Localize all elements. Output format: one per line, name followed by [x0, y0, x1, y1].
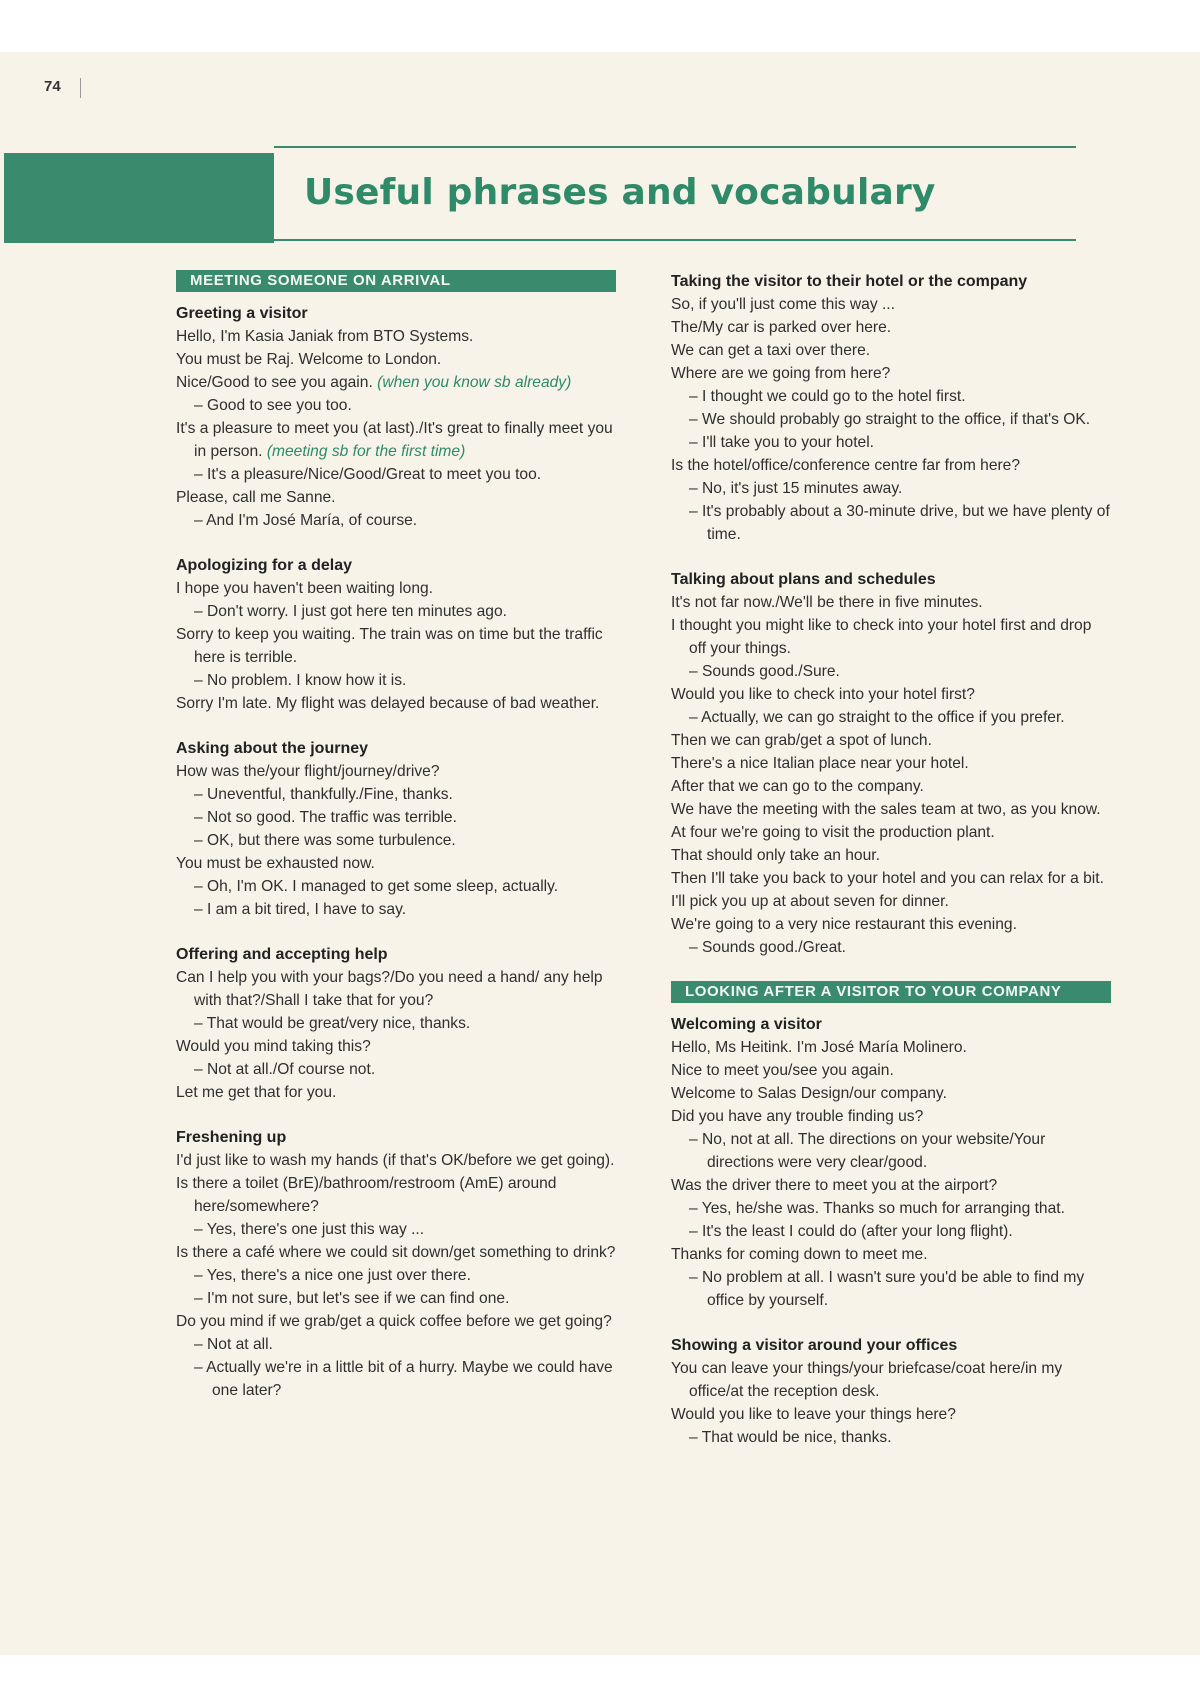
- phrase-text: Hello, Ms Heitink. I'm José María Molinero.: [671, 1039, 967, 1056]
- reply-line: [176, 509, 616, 532]
- phrase-line: [176, 852, 616, 875]
- phrase-line: [671, 867, 1111, 890]
- phrase-text: – Yes, there's a nice one just over there.: [194, 1267, 471, 1284]
- phrase-line: [176, 760, 616, 783]
- left-sections: [176, 302, 616, 1402]
- phrase-text: – Yes, he/she was. Thanks so much for arranging that.: [689, 1200, 1065, 1217]
- phrase-text: – No, not at all. The directions on your website/Your directions were very clear/good.: [689, 1131, 1046, 1171]
- reply-line: [671, 1220, 1111, 1243]
- phrase-text: How was the/your flight/journey/drive?: [176, 763, 440, 780]
- reply-line: [671, 1266, 1111, 1312]
- usage-note: (when you know sb already): [377, 374, 572, 391]
- phrase-text: Then I'll take you back to your hotel and you can relax for a bit.: [671, 870, 1104, 887]
- section-title: Apologizing for a delay: [176, 557, 353, 574]
- phrase-text: I hope you haven't been waiting long.: [176, 580, 433, 597]
- phrase-section: [671, 568, 1111, 959]
- reply-line: [671, 936, 1111, 959]
- phrase-text: – Uneventful, thankfully./Fine, thanks.: [194, 786, 453, 803]
- phrase-text: Is there a café where we could sit down/get something to drink?: [176, 1244, 616, 1261]
- phrase-text: I'd just like to wash my hands (if that's OK/before we get going).: [176, 1152, 615, 1169]
- phrase-text: I'll pick you up at about seven for dinner.: [671, 893, 949, 910]
- phrase-line: [671, 821, 1111, 844]
- phrase-section: [671, 1013, 1111, 1312]
- phrase-line: [176, 577, 616, 600]
- phrase-text: – I'm not sure, but let's see if we can find one.: [194, 1290, 510, 1307]
- reply-line: [176, 600, 616, 623]
- phrase-line: [176, 325, 616, 348]
- phrase-section: [176, 943, 616, 1104]
- phrase-text: Nice/Good to see you again.: [176, 374, 373, 391]
- header-rule-top: [274, 146, 1076, 148]
- reply-line: [176, 806, 616, 829]
- phrase-section: [176, 554, 616, 715]
- phrase-section: [671, 270, 1111, 546]
- phrase-text: Nice to meet you/see you again.: [671, 1062, 894, 1079]
- phrase-text: Sorry I'm late. My flight was delayed because of bad weather.: [176, 695, 600, 712]
- phrase-text: Did you have any trouble finding us?: [671, 1108, 924, 1125]
- phrase-text: We're going to a very nice restaurant this evening.: [671, 916, 1017, 933]
- phrase-line: [671, 775, 1111, 798]
- phrase-text: After that we can go to the company.: [671, 778, 924, 795]
- phrase-text: The/My car is parked over here.: [671, 319, 892, 336]
- reply-line: [671, 660, 1111, 683]
- phrase-text: It's not far now./We'll be there in five minutes.: [671, 594, 983, 611]
- phrase-text: At four we're going to visit the production plant.: [671, 824, 995, 841]
- phrase-text: You can leave your things/your briefcase/coat here/in my office/at the reception desk.: [671, 1360, 1063, 1400]
- reply-line: [671, 1197, 1111, 1220]
- phrase-text: – Sounds good./Great.: [689, 939, 846, 956]
- phrase-line: [671, 1403, 1111, 1426]
- phrase-line: [671, 614, 1111, 660]
- phrase-line: [176, 1241, 616, 1264]
- phrase-text: We can get a taxi over there.: [671, 342, 871, 359]
- phrase-text: – Not so good. The traffic was terrible.: [194, 809, 457, 826]
- reply-line: [176, 1012, 616, 1035]
- header-rule-bottom: [274, 239, 1076, 241]
- phrase-text: – Not at all.: [194, 1336, 273, 1353]
- phrase-line: [671, 454, 1111, 477]
- reply-line: [176, 1356, 616, 1402]
- phrase-line: [671, 1243, 1111, 1266]
- reply-line: [176, 669, 616, 692]
- phrase-line: [671, 890, 1111, 913]
- phrase-text: Thanks for coming down to meet me.: [671, 1246, 928, 1263]
- reply-line: [671, 431, 1111, 454]
- phrase-line: [176, 371, 616, 394]
- phrase-text: It's a pleasure to meet you (at last)./It's great to finally meet you in person.: [176, 420, 613, 460]
- section-title: Taking the visitor to their hotel or the company: [671, 273, 1028, 290]
- phrase-text: Welcome to Salas Design/our company.: [671, 1085, 947, 1102]
- reply-line: [176, 898, 616, 921]
- reply-line: [176, 463, 616, 486]
- phrase-line: [671, 683, 1111, 706]
- phrase-text: Hello, I'm Kasia Janiak from BTO Systems.: [176, 328, 474, 345]
- reply-line: [176, 829, 616, 852]
- phrase-text: – Yes, there's one just this way ...: [194, 1221, 425, 1238]
- phrase-line: [176, 1310, 616, 1333]
- phrase-line: [671, 913, 1111, 936]
- phrase-text: Please, call me Sanne.: [176, 489, 336, 506]
- phrase-text: – OK, but there was some turbulence.: [194, 832, 456, 849]
- phrase-line: [176, 692, 616, 715]
- phrase-line: [671, 1082, 1111, 1105]
- reply-line: [176, 1218, 616, 1241]
- section-title: Welcoming a visitor: [671, 1016, 822, 1033]
- phrase-section: [176, 1126, 616, 1402]
- phrase-line: [671, 293, 1111, 316]
- reply-line: [671, 706, 1111, 729]
- section-title: Offering and accepting help: [176, 946, 388, 963]
- reply-line: [176, 1287, 616, 1310]
- phrase-text: I thought you might like to check into your hotel first and drop off your things.: [671, 617, 1092, 657]
- phrase-line: [671, 316, 1111, 339]
- section-title: Showing a visitor around your offices: [671, 1337, 958, 1354]
- phrase-text: Let me get that for you.: [176, 1084, 337, 1101]
- reply-line: [671, 1128, 1111, 1174]
- phrase-line: [176, 1172, 616, 1218]
- phrase-text: – Good to see you too.: [194, 397, 352, 414]
- phrase-line: [671, 729, 1111, 752]
- phrase-line: [671, 339, 1111, 362]
- phrase-line: [176, 417, 616, 463]
- reply-line: [671, 500, 1111, 546]
- phrase-text: So, if you'll just come this way ...: [671, 296, 895, 313]
- reply-line: [671, 408, 1111, 431]
- phrase-text: – Oh, I'm OK. I managed to get some sleep, actually.: [194, 878, 559, 895]
- phrase-line: [671, 798, 1111, 821]
- phrase-line: [671, 591, 1111, 614]
- phrase-text: – No, it's just 15 minutes away.: [689, 480, 903, 497]
- phrase-line: [176, 1081, 616, 1104]
- phrase-section: [671, 1334, 1111, 1449]
- phrase-text: Is the hotel/office/conference centre far from here?: [671, 457, 1021, 474]
- phrase-text: Then we can grab/get a spot of lunch.: [671, 732, 932, 749]
- phrase-text: – It's the least I could do (after your long flight).: [689, 1223, 1013, 1240]
- right-sections-bottom: [671, 1013, 1111, 1449]
- phrase-text: Would you mind taking this?: [176, 1038, 371, 1055]
- phrase-section: [176, 737, 616, 921]
- phrase-line: [671, 1059, 1111, 1082]
- phrase-text: – We should probably go straight to the office, if that's OK.: [689, 411, 1091, 428]
- right-sections-top: [671, 270, 1111, 959]
- usage-note: (meeting sb for the first time): [266, 443, 466, 460]
- reply-line: [176, 394, 616, 417]
- phrase-text: Was the driver there to meet you at the airport?: [671, 1177, 998, 1194]
- section-title: Talking about plans and schedules: [671, 571, 936, 588]
- phrase-text: Would you like to leave your things here?: [671, 1406, 956, 1423]
- phrase-text: – No problem at all. I wasn't sure you'd be able to find my office by yourself.: [689, 1269, 1085, 1309]
- reply-line: [671, 385, 1111, 408]
- reply-line: [176, 1058, 616, 1081]
- phrase-line: [176, 1149, 616, 1172]
- phrase-text: That should only take an hour.: [671, 847, 880, 864]
- reply-line: [176, 1333, 616, 1356]
- reply-line: [176, 1264, 616, 1287]
- reply-line: [176, 875, 616, 898]
- phrase-text: – I'll take you to your hotel.: [689, 434, 875, 451]
- phrase-line: [671, 844, 1111, 867]
- page-number-divider: [80, 78, 81, 98]
- phrase-text: – Not at all./Of course not.: [194, 1061, 376, 1078]
- phrase-line: [671, 1357, 1111, 1403]
- phrase-text: – Sounds good./Sure.: [689, 663, 840, 680]
- phrase-text: – I thought we could go to the hotel first.: [689, 388, 966, 405]
- right-column: [671, 270, 1111, 1471]
- phrase-text: – And I'm José María, of course.: [194, 512, 418, 529]
- phrase-text: Do you mind if we grab/get a quick coffee before we get going?: [176, 1313, 612, 1330]
- reply-line: [671, 1426, 1111, 1449]
- phrase-text: Can I help you with your bags?/Do you need a hand/ any help with that?/Shall I take that for you?: [176, 969, 603, 1009]
- phrase-text: Is there a toilet (BrE)/bathroom/restroom (AmE) around here/somewhere?: [176, 1175, 557, 1215]
- reply-line: [176, 783, 616, 806]
- phrase-text: – That would be great/very nice, thanks.: [194, 1015, 471, 1032]
- phrase-text: – Don't worry. I just got here ten minutes ago.: [194, 603, 507, 620]
- phrase-line: [176, 966, 616, 1012]
- page-number: 74: [44, 78, 61, 95]
- phrase-line: [671, 362, 1111, 385]
- phrase-text: You must be Raj. Welcome to London.: [176, 351, 442, 368]
- phrase-line: [176, 1035, 616, 1058]
- phrase-line: [671, 752, 1111, 775]
- left-column: [176, 270, 616, 1424]
- reply-line: [671, 477, 1111, 500]
- phrase-text: – It's probably about a 30-minute drive, but we have plenty of time.: [689, 503, 1110, 543]
- phrase-text: There's a nice Italian place near your hotel.: [671, 755, 969, 772]
- phrase-text: – It's a pleasure/Nice/Good/Great to meet you too.: [194, 466, 542, 483]
- phrase-line: [671, 1174, 1111, 1197]
- section-title: Asking about the journey: [176, 740, 369, 757]
- section-title: Greeting a visitor: [176, 305, 308, 322]
- phrase-text: Would you like to check into your hotel first?: [671, 686, 975, 703]
- phrase-text: – Actually, we can go straight to the office if you prefer.: [689, 709, 1065, 726]
- phrase-line: [176, 623, 616, 669]
- phrase-text: Sorry to keep you waiting. The train was on time but the traffic here is terrible.: [176, 626, 603, 666]
- section-banner-looking-after: LOOKING AFTER A VISITOR TO YOUR COMPANY: [671, 981, 1111, 1003]
- section-banner-meeting: MEETING SOMEONE ON ARRIVAL: [176, 270, 616, 292]
- phrase-text: – I am a bit tired, I have to say.: [194, 901, 407, 918]
- phrase-line: [671, 1105, 1111, 1128]
- phrase-text: You must be exhausted now.: [176, 855, 375, 872]
- header-color-band: [4, 153, 274, 243]
- phrase-text: – No problem. I know how it is.: [194, 672, 407, 689]
- page: [0, 52, 1200, 1655]
- page-title: Useful phrases and vocabulary: [304, 172, 936, 213]
- phrase-line: [176, 486, 616, 509]
- phrase-line: [176, 348, 616, 371]
- phrase-text: – That would be nice, thanks.: [689, 1429, 892, 1446]
- section-title: Freshening up: [176, 1129, 287, 1146]
- phrase-section: [176, 302, 616, 532]
- phrase-text: We have the meeting with the sales team at two, as you know.: [671, 801, 1101, 818]
- phrase-text: Where are we going from here?: [671, 365, 891, 382]
- phrase-line: [671, 1036, 1111, 1059]
- phrase-text: – Actually we're in a little bit of a hurry. Maybe we could have one later?: [194, 1359, 613, 1399]
